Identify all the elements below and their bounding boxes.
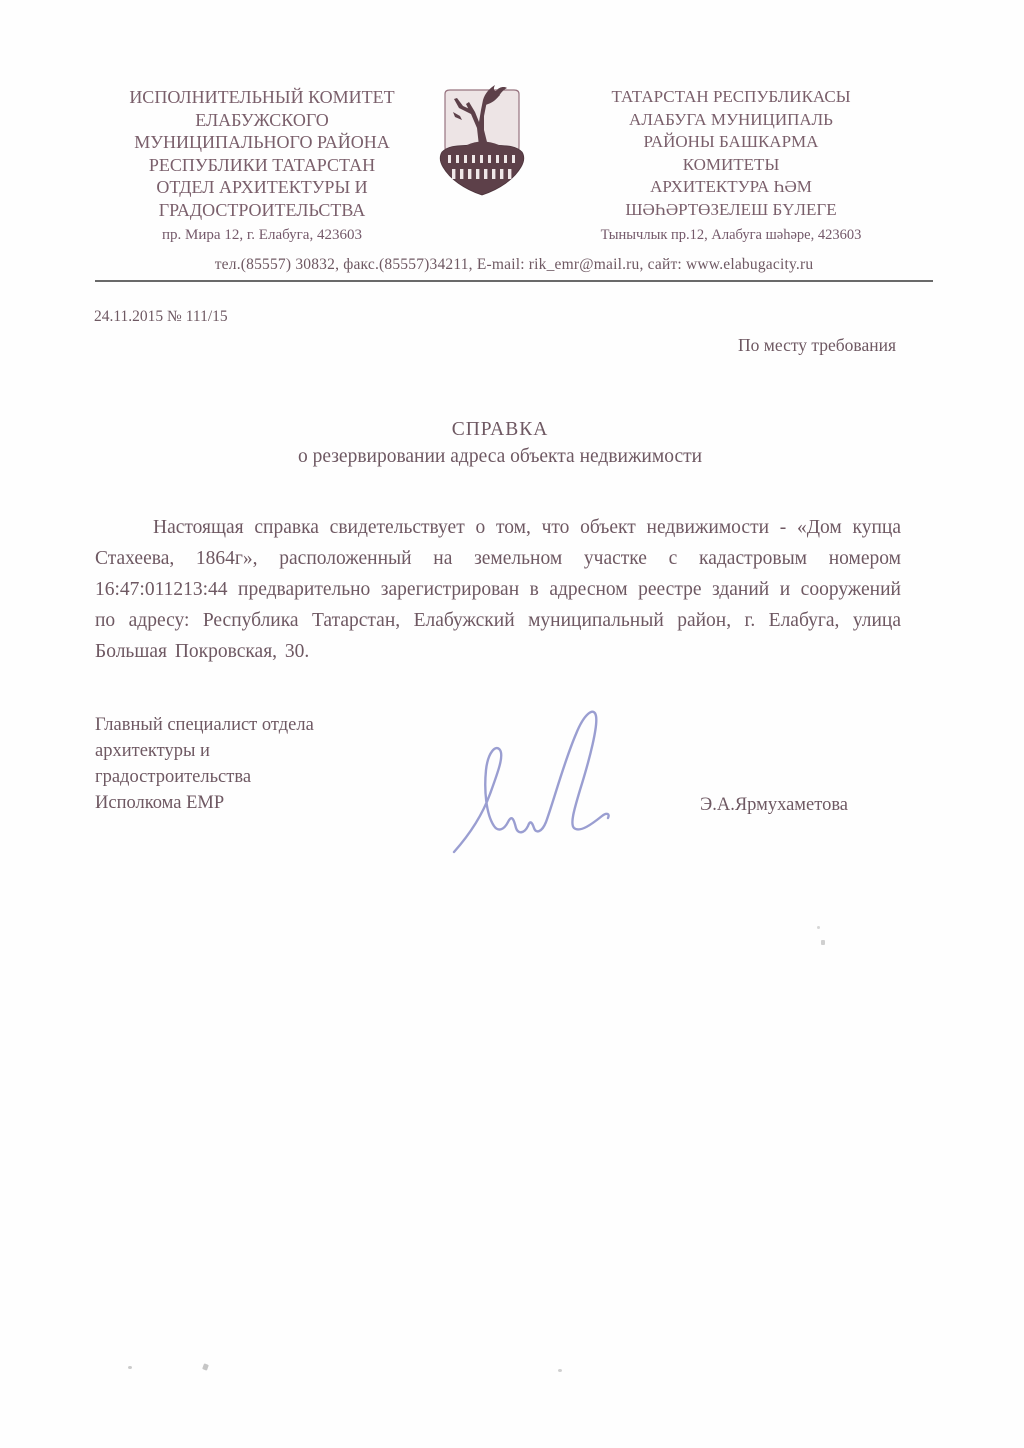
org-line: КОМИТЕТЫ xyxy=(682,154,780,174)
org-line: ГРАДОСТРОИТЕЛЬСТВА xyxy=(158,199,366,220)
elabuga-coat-of-arms-icon xyxy=(437,84,527,196)
addressee-line: По месту требования xyxy=(738,335,896,355)
signer-position-line: Исполкома ЕМР xyxy=(95,793,225,813)
org-line: РАЙОНЫ БАШКАРМА xyxy=(643,132,819,151)
scan-speck xyxy=(202,1363,209,1370)
org-line: МУНИЦИПАЛЬНОГО РАЙОНА xyxy=(134,132,390,152)
signer-name: Э.А.Ярмухаметова xyxy=(700,795,849,815)
org-line: ЕЛАБУЖСКОГО xyxy=(195,109,329,130)
handwritten-signature xyxy=(440,686,620,866)
contact-line: тел.(85557) 30832, факс.(85557)34211, E-mail: rik_emr@mail.ru, сайт: www.elabugacity.ru xyxy=(214,256,814,273)
scan-speck xyxy=(128,1366,132,1369)
org-line: РЕСПУБЛИКИ ТАТАРСТАН xyxy=(148,154,376,175)
org-line: ИСПОЛНИТЕЛЬНЫЙ КОМИТЕТ xyxy=(129,87,395,107)
signer-position-line: градостроительства xyxy=(95,767,252,787)
org-line: АЛАБУГА МУНИЦИПАЛЬ xyxy=(629,109,833,129)
org-line: ШӘҺӘРТӨЗЕЛЕШ БҮЛЕГЕ xyxy=(625,199,837,219)
org-line: ТАТАРСТАН РЕСПУБЛИКАСЫ xyxy=(611,87,851,106)
org-block-tatar xyxy=(556,86,906,247)
org-address-russian: пр. Мира 12, г. Елабуга, 423603 xyxy=(162,227,362,243)
org-address-tatar: Тынычлык пр.12, Алабуга шәһәре, 423603 xyxy=(600,227,862,243)
signer-position-line: Главный специалист отдела xyxy=(95,715,314,735)
document-title: СПРАВКА xyxy=(451,419,549,440)
header-divider xyxy=(95,280,933,282)
org-line: АРХИТЕКТУРА ҺӘМ xyxy=(650,177,812,196)
signer-position-line: архитектуры и xyxy=(95,741,210,761)
scan-speck xyxy=(817,926,820,929)
scan-speck xyxy=(821,940,825,945)
document-subtitle: о резервировании адреса объекта недвижимости xyxy=(297,446,703,467)
org-block-russian xyxy=(88,86,436,247)
body-paragraph: Настоящая справка свидетельствует о том, что объект недвижимости - «Дом купца Стахеева, 1864г», расположенный на земельном участке с кадастровым номером 16:47:011213:44 предварительно зарегистрирован в адресном реестре зданий и сооружений по адресу: Республика Татарстан, Елабужский муниципальный район, г. Елабуга, улица Большая Покровская, 30. xyxy=(95,517,901,662)
org-line: ОТДЕЛ АРХИТЕКТУРЫ И xyxy=(156,177,368,197)
date-and-number: 24.11.2015 № 111/15 xyxy=(94,308,228,325)
scan-speck xyxy=(558,1369,562,1372)
signer-position xyxy=(95,712,314,816)
